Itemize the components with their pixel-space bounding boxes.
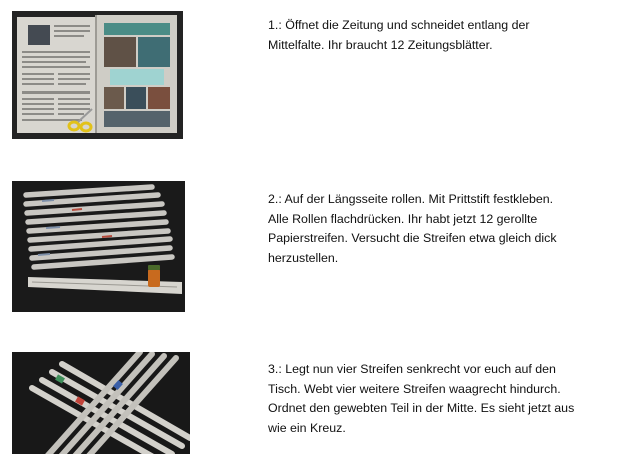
step-2-line-4: herzustellen. [268,250,339,265]
step-2-line-2: Alle Rollen flachdrücken. Ihr habt jetzt 12 gerollte [268,211,538,226]
rolled-strips-image [12,181,185,312]
step-2-photo [12,181,185,312]
step-2-line-3: Papierstreifen. Versucht die Streifen etwa gleich dick [268,231,557,245]
step-3-line-4: wie ein Kreuz. [268,420,346,435]
step-1-line-1: 1.: Öffnet die Zeitung und schneidet entlang der [268,18,530,32]
step-3-line-2: Tisch. Webt vier weitere Streifen waagrecht hindurch. [268,381,561,396]
step-1-photo [12,11,183,139]
step-2-text [268,190,608,268]
step-3-text [268,360,608,438]
step-2-line-1: 2.: Auf der Längsseite rollen. Mit Prittstift festkleben. [268,192,554,206]
newspaper-image [12,11,183,139]
step-3-line-1: 3.: Legt nun vier Streifen senkrecht vor euch auf den [268,362,556,376]
step-1-line-2: Mittelfalte. Ihr braucht 12 Zeitungsblätter. [268,37,493,52]
step-3-photo [12,352,190,454]
glue-stick-icon [148,269,160,287]
step-3-line-3: Ordnet den gewebten Teil in der Mitte. Es sieht jetzt aus [268,401,575,415]
step-1-text [268,16,608,55]
woven-cross-image [12,352,190,454]
